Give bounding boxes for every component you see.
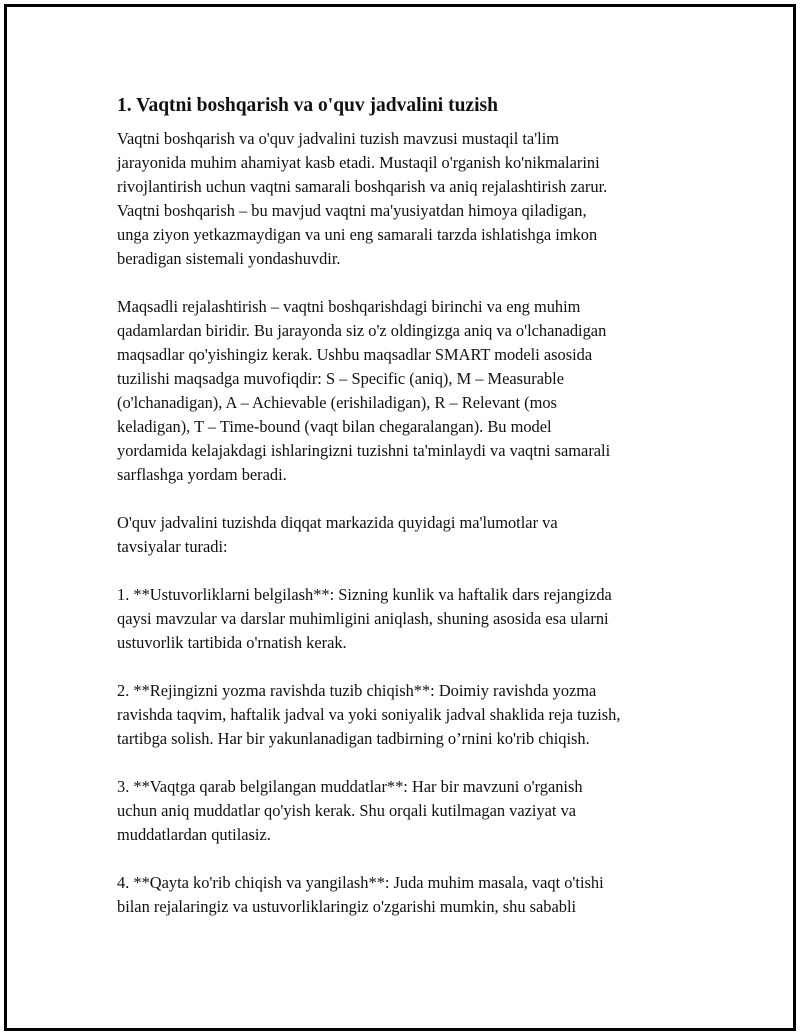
text-line: rivojlantirish uchun vaqtni samarali boshqarish va aniq rejalashtirish zarur.	[117, 177, 608, 196]
text-line: ravishda taqvim, haftalik jadval va yoki soniyalik jadval shaklida reja tuzish,	[117, 705, 621, 724]
paragraph-time-management-intro	[117, 127, 702, 271]
text-line: ustuvorlik tartibida o'rnatish kerak.	[117, 633, 347, 652]
text-line: uchun aniq muddatlar qo'yish kerak. Shu orqali kutilmagan vaziyat va	[117, 801, 577, 820]
text-line: 2. **Rejingizni yozma ravishda tuzib chiqish**: Doimiy ravishda yozma	[117, 681, 597, 700]
text-line: jarayonida muhim ahamiyat kasb etadi. Mustaqil o'rganish ko'nikmalarini	[117, 153, 600, 172]
document-body	[117, 94, 702, 943]
text-line: bilan rejalaringiz va ustuvorliklaringiz o'zgarishi mumkin, shu sababli	[117, 897, 577, 916]
list-item-priorities	[117, 583, 702, 655]
text-line: beradigan sistemali yondashuvdir.	[117, 249, 341, 268]
text-line: Vaqtni boshqarish va o'quv jadvalini tuzish mavzusi mustaqil ta'lim	[117, 129, 560, 148]
text-line: Vaqtni boshqarish – bu mavjud vaqtni ma'yusiyatdan himoya qiladigan,	[117, 201, 587, 220]
text-line: yordamida kelajakdagi ishlaringizni tuzishni ta'minlaydi va vaqtni samarali	[117, 441, 611, 460]
paragraph-schedule-intro	[117, 511, 702, 559]
text-line: tuzilishi maqsadga muvofiqdir: S – Specific (aniq), M – Measurable	[117, 369, 565, 388]
text-line: O'quv jadvalini tuzishda diqqat markazida quyidagi ma'lumotlar va	[117, 513, 558, 532]
list-item-deadlines	[117, 775, 702, 847]
text-line: Maqsadli rejalashtirish – vaqtni boshqarishdagi birinchi va eng muhim	[117, 297, 581, 316]
text-line: qadamlardan biridir. Bu jarayonda siz o'z oldingizga aniq va o'lchanadigan	[117, 321, 607, 340]
text-line: keladigan), T – Time-bound (vaqt bilan chegaralangan). Bu model	[117, 417, 552, 436]
text-line: 4. **Qayta ko'rib chiqish va yangilash**: Juda muhim masala, vaqt o'tishi	[117, 873, 604, 892]
text-line: maqsadlar qo'yishingiz kerak. Ushbu maqsadlar SMART modeli asosida	[117, 345, 593, 364]
paragraph-smart-goals	[117, 295, 702, 487]
text-line: 3. **Vaqtga qarab belgilangan muddatlar**: Har bir mavzuni o'rganish	[117, 777, 583, 796]
text-line: sarflashga yordam beradi.	[117, 465, 287, 484]
text-line: muddatlardan qutilasiz.	[117, 825, 271, 844]
text-line: qaysi mavzular va darslar muhimligini aniqlash, shuning asosida esa ularni	[117, 609, 609, 628]
text-line: (o'lchanadigan), A – Achievable (erishiladigan), R – Relevant (mos	[117, 393, 557, 412]
list-item-review-update	[117, 871, 702, 919]
text-line: tavsiyalar turadi:	[117, 537, 228, 556]
section-title: 1. Vaqtni boshqarish va o'quv jadvalini tuzish	[117, 95, 498, 116]
text-line: 1. **Ustuvorliklarni belgilash**: Sizning kunlik va haftalik dars rejangizda	[117, 585, 612, 604]
text-line: unga ziyon yetkazmaydigan va uni eng samarali tarzda ishlatishga imkon	[117, 225, 598, 244]
text-line: tartibga solish. Har bir yakunlanadigan tadbirning o’rnini ko'rib chiqish.	[117, 729, 590, 748]
list-item-written-plan	[117, 679, 702, 751]
